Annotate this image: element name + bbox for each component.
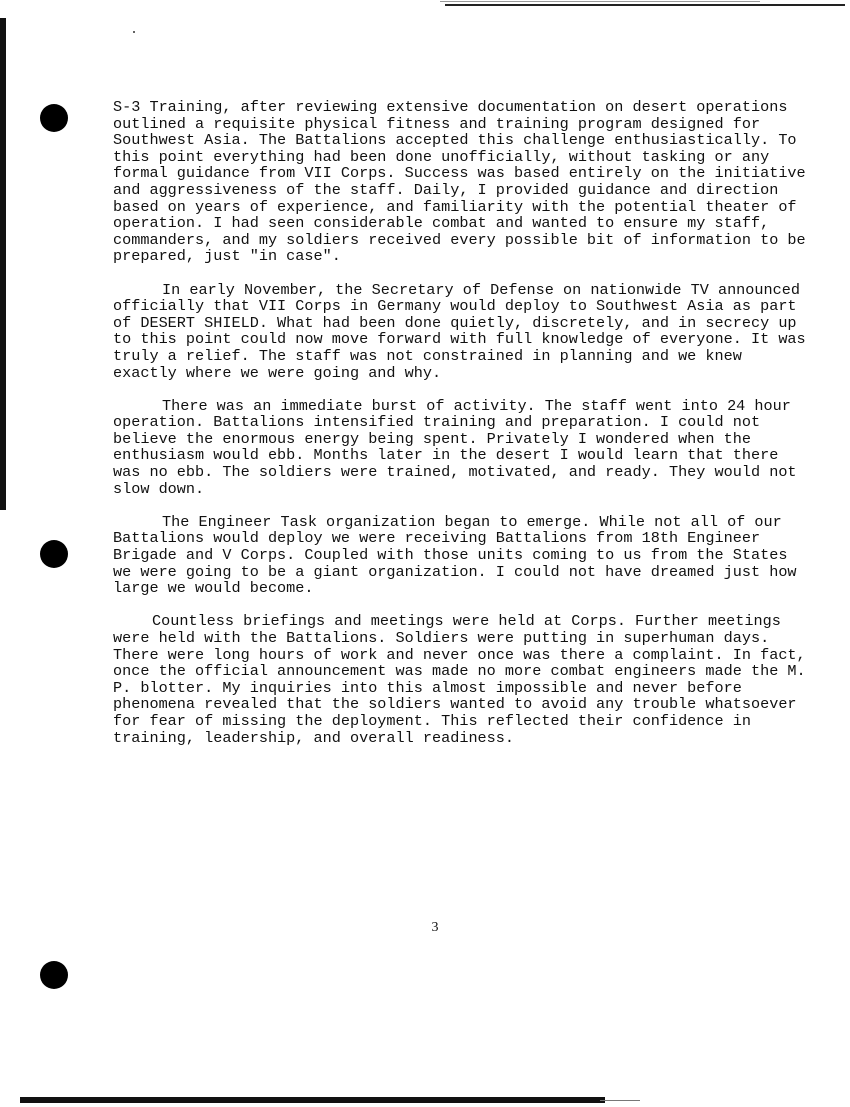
scan-speck (133, 31, 135, 33)
punch-hole-bottom (40, 961, 68, 989)
paragraph-briefings: Countless briefings and meetings were held at Corps. Further meetings were held with the Battalions. Soldiers were putting in superhuman days. There were long hours of work and never once was there a complaint. In fact, once the official announcement was made no more combat engineers made the M. P. blotter. My inquiries into this almost impossible and never before phenomena revealed that the soldiers wanted to avoid any trouble whatsoever for fear of missing the deployment. This reflected their confidence in training, leadership, and overall readiness. (113, 612, 806, 747)
bottom-rule (20, 1097, 605, 1103)
bottom-rule-faint (600, 1100, 640, 1101)
punch-hole-top (40, 104, 68, 132)
top-rule (445, 4, 845, 6)
body-text (113, 99, 813, 763)
punch-hole-middle (40, 540, 68, 568)
top-rule-faint (440, 1, 760, 2)
left-margin-bar (0, 18, 6, 510)
paragraph-early-november: In early November, the Secretary of Defense on nationwide TV announced officially that VII Corps in Germany would deploy to Southwest Asia as part of DESERT SHIELD. What had been done quietly, discretely, and in secrecy up to this point could now move forward with full knowledge of everyone. It was truly a relief. The staff was not constrained in planning and we knew exactly where we were going and why. (113, 280, 806, 382)
paragraph-burst-of-activity: There was an immediate burst of activity. The staff went into 24 hour operation. Battalions intensified training and preparation. I could not believe the enormous energy being spent. Privately I wondered when the enthusiasm would ebb. Months later in the desert I would learn that there was no ebb. The soldiers were trained, motivated, and ready. They would not slow down. (113, 396, 797, 498)
paragraph-s3-training: S-3 Training, after reviewing extensive documentation on desert operations outlined a requisite physical fitness and training program designed for Southwest Asia. The Battalions accepted this challenge enthusiastically. To this point everything had been done unofficially, without tasking or any formal guidance from VII Corps. Success was based entirely on the initiative and aggressiveness of the staff. Daily, I provided guidance and direction based on years of experience, and familiarity with the potential theater of operation. I had seen considerable combat and wanted to ensure my staff, commanders, and my soldiers received every possible bit of information to be prepared, just "in case". (113, 98, 806, 266)
paragraph-task-organization: The Engineer Task organization began to emerge. While not all of our Battalions would deploy we were receiving Battalions from 18th Engineer Brigade and V Corps. Coupled with those units coming to us from the States we were going to be a giant organization. I could not have dreamed just how large we would become. (113, 512, 797, 598)
page-number: 3 (431, 920, 439, 935)
